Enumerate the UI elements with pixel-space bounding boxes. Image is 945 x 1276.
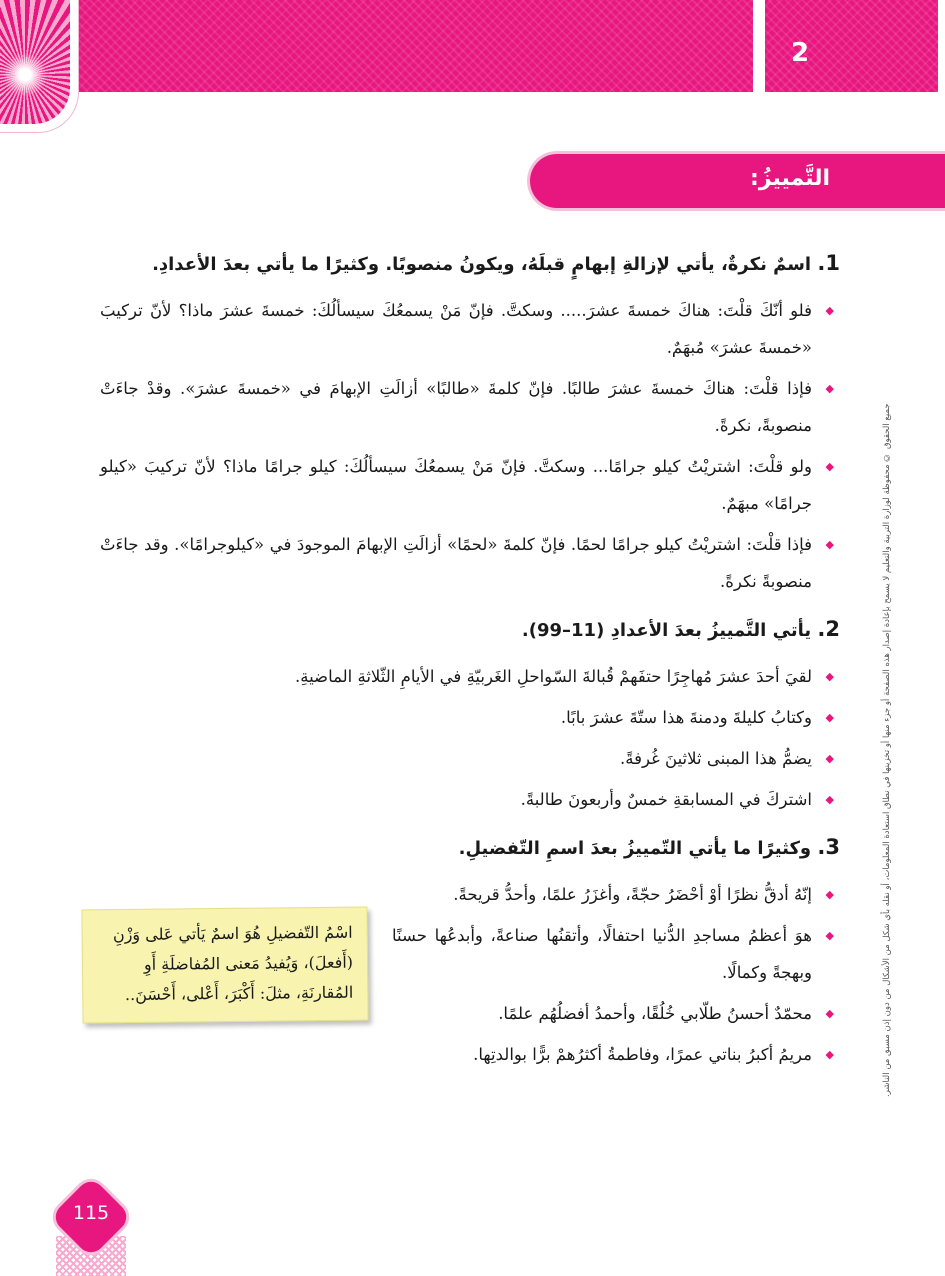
- example-item: ◆ هوَ أعظمُ مساجدِ الدُّنيا احتفالًا، وأتقنُها صناعةً، وأبدعُها حسنًا وبهجةً وكمالًا.: [392, 917, 812, 991]
- example-item: ◆ مريمُ أكبرُ بناتي عمرًا، وفاطمةُ أكثرُهمْ برًّا بوالدتِها.: [392, 1036, 812, 1073]
- example-item: ◆ فإذا قلْتَ: اشتريْتُ كيلو جرامًا لحمًا. فإنّ كلمةَ «لحمًا» أزالَتِ الإبهامَ الموجودَ في «كيلوجرامًا». وقد جاءَتْ منصوبةً نكرةً.: [100, 526, 812, 600]
- decorative-pattern-icon: [0, 0, 70, 124]
- rule-2: [100, 612, 840, 648]
- rule-text: يأتي التَّمييزُ بعدَ الأعدادِ (11–99).: [521, 620, 812, 641]
- example-item: ◆ إنّهُ أدقُّ نظرًا أوْ أحْضَرُ حجّةً، وأغزَرُ علمًا، وأحدُّ قريحةً.: [392, 876, 812, 913]
- banner-divider: [753, 0, 765, 100]
- rule-number: 2.: [817, 617, 840, 641]
- copyright-notice: جميع الحقوق © محفوظة لوزارة التربية والتعليم لا يسمح بإعادة إصدار هذه الصفحة أو جزء منها أو تخزينها في نطاق استعادة المعلومات، أو نقله بأي شكل من الأشكال من دون إذن مسبق من الناشر.: [882, 403, 892, 1097]
- sticky-note: اسْمُ التّفضيلِ هُوَ اسمٌ يَأتي عَلى وَزْنِ (أَفعلَ)، وَيُفيدُ مَعنى المُفاضلَةِ أَوِ المُقارنَةِ، مثلَ: أَكْبَرَ، أَعْلى، أَحْسَنَ..: [81, 907, 368, 1024]
- rule-text: اسمٌ نكرةٌ، يأتي لإزالةِ إبهامٍ قبلَهُ، ويكونُ منصوبًا. وكثيرًا ما يأتي بعدَ الأعدادِ.: [152, 254, 812, 275]
- rule-3: [100, 830, 840, 866]
- examples-list: [392, 876, 840, 1073]
- section-header-tab: [530, 154, 945, 208]
- rule-text: وكثيرًا ما يأتي التّمييزُ بعدَ اسمِ التّفضيلِ.: [458, 838, 812, 859]
- example-item: ◆ اشتركَ في المسابقةِ خمسٌ وأربعونَ طالبةً.: [100, 781, 812, 818]
- example-item: ◆ محمّدٌ أحسنُ طلّابي خُلُقًا، وأحمدُ أفضلُهُم علمًا.: [392, 995, 812, 1032]
- section-title: التَّمييزُ:: [750, 166, 830, 191]
- example-item: ◆ ولو قلْتَ: اشتريْتُ كيلو جرامًا... وسكتَّ. فإنّ مَنْ يسمعُكَ سيسألُكَ: كيلو جرامًا ماذا؟ لأنّ تركيبَ «كيلو جرامًا» مبهَمٌ.: [100, 448, 812, 522]
- examples-list: [100, 658, 840, 818]
- rule-number: 3.: [817, 835, 840, 859]
- rule-number: 1.: [817, 251, 840, 275]
- example-item: ◆ لقيَ أحدَ عشرَ مُهاجِرًا حتفَهمْ قُبالةَ السّواحلِ الغَربيّةِ في الأيامِ الثّلاثةِ الماضيةِ.: [100, 658, 812, 695]
- rule-1: [100, 246, 840, 282]
- example-item: ◆ فإذا قلْتَ: هناكَ خمسةَ عشرَ طالبًا. فإنّ كلمةَ «طالبًا» أزالَتِ الإبهامَ في «خمسةَ عشرَ». وقدْ جاءَتْ منصوبةً، نكرةً.: [100, 370, 812, 444]
- example-item: ◆ فلو أنّكَ قلْتَ: هناكَ خمسةَ عشرَ..... وسكتَّ. فإنّ مَنْ يسمعُكَ سيسألُكَ: خمسةَ عشرَ ماذا؟ لأنّ تركيبَ «خمسةَ عشرَ» مُبهَمٌ.: [100, 292, 812, 366]
- corner-medallion: [0, 0, 78, 132]
- example-item: ◆ يضمُّ هذا المبنى ثلاثينَ غُرفةً.: [100, 740, 812, 777]
- page-number: 115: [72, 1202, 110, 1224]
- example-item: ◆ وكتابُ كليلةَ ودمنةَ هذا ستّةَ عشرَ بابًا.: [100, 699, 812, 736]
- chapter-number: 2: [790, 38, 810, 68]
- examples-list: [100, 292, 840, 600]
